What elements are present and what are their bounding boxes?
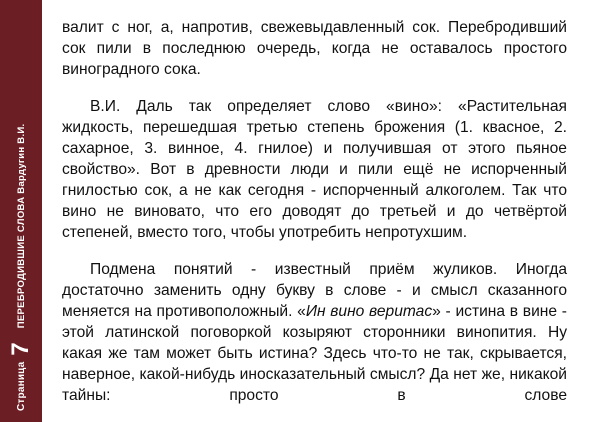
latin-proverb: Ин вино веритас [305, 303, 433, 320]
paragraph-3 [62, 259, 567, 406]
page-label: Страница [15, 361, 27, 411]
paragraph-3-text-b: » - истина в вине - этой латинской поговоркой козыряют сторонники винопития. Ну какая же там может быть истина? Здесь что-то не так, скрывается, наверное, какой-нибудь иносказательный смысл? Да нет же, никакой тайны: просто в слове [62, 303, 567, 404]
side-band [0, 0, 42, 422]
paragraph-3-text-a: Подмена понятий - известный приём жуликов. Иногда достаточно заменить одну букву в слове - и смысл сказанного меняется на противоположный. « [62, 261, 567, 320]
side-band-text [8, 11, 34, 411]
page-body [62, 17, 567, 406]
paragraph-1: валит с ног, а, напротив, свежевыдавленный сок. Перебродивший сок пили в последнюю очередь, когда не оставалось простого виноградного сока. [62, 19, 567, 78]
page-number: 7 [7, 342, 34, 356]
running-title: ПЕРЕБРОДИВШИЕ СЛОВА Вардугин В.И. [15, 123, 27, 329]
paragraph-2: В.И. Даль так определяет слово «вино»: «Растительная жидкость, перешедшая третью степень брожения (1. квасное, 2. сахарное, 3. винное, 4. гнилое) и получившая от этого пьяное свойство». Вот в древности люди и пили ещё не испорченный гнилостью сок, а не как сегодня - испорченный алкоголем. Так что вино не виновато, что его доводят до третьей и до четвёртой степеней, вместо того, чтобы употребить непротухшим. [62, 98, 567, 241]
